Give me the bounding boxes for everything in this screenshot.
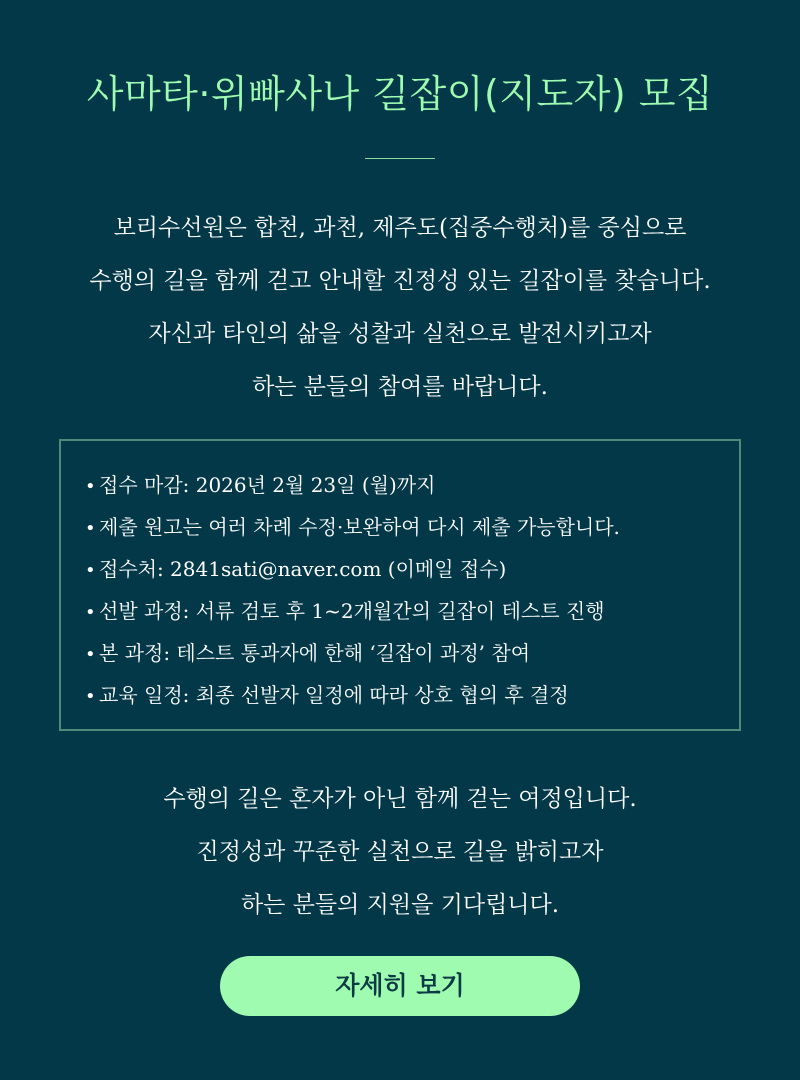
intro-line: 수행의 길을 함께 걷고 안내할 진정성 있는 길잡이를 찾습니다. bbox=[89, 268, 711, 294]
bullet-icon: • bbox=[85, 602, 96, 623]
bullet-icon: • bbox=[85, 644, 96, 665]
info-item-schedule bbox=[85, 675, 739, 717]
info-box bbox=[59, 439, 741, 731]
info-item-text: 접수처: 2841sati@naver.com (이메일 접수) bbox=[99, 557, 507, 581]
bullet-icon: • bbox=[85, 560, 96, 581]
title-divider bbox=[365, 158, 435, 159]
info-item-deadline bbox=[85, 465, 739, 507]
info-item-main-course bbox=[85, 633, 739, 675]
intro-line: 보리수선원은 합천, 과천, 제주도(집중수행처)를 중심으로 bbox=[113, 215, 687, 241]
closing-line: 수행의 길은 혼자가 아닌 함께 걷는 여정입니다. bbox=[163, 786, 637, 812]
bullet-icon: • bbox=[85, 518, 96, 539]
view-details-button[interactable]: 자세히 보기 bbox=[220, 956, 580, 1016]
closing-text bbox=[0, 773, 800, 932]
bullet-icon: • bbox=[85, 476, 96, 497]
bullet-icon: • bbox=[85, 686, 96, 707]
info-item-selection bbox=[85, 591, 739, 633]
info-item-text: 제출 원고는 여러 차례 수정·보완하여 다시 제출 가능합니다. bbox=[99, 515, 620, 539]
info-item-text: 선발 과정: 서류 검토 후 1~2개월간의 길잡이 테스트 진행 bbox=[99, 599, 605, 623]
info-item-resubmission bbox=[85, 507, 739, 549]
info-item-contact bbox=[85, 549, 739, 591]
info-list bbox=[85, 465, 739, 717]
info-item-text: 교육 일정: 최종 선발자 일정에 따라 상호 협의 후 결정 bbox=[99, 683, 569, 707]
info-item-text: 접수 마감: 2026년 2월 23일 (월)까지 bbox=[99, 473, 436, 497]
page-title: 사마타·위빠사나 길잡이(지도자) 모집 bbox=[86, 72, 714, 116]
closing-line: 하는 분들의 지원을 기다립니다. bbox=[240, 892, 560, 918]
info-item-text: 본 과정: 테스트 통과자에 한해 ‘길잡이 과정’ 참여 bbox=[99, 641, 531, 665]
intro-line: 자신과 타인의 삶을 성찰과 실천으로 발전시키고자 bbox=[148, 321, 652, 347]
intro-line: 하는 분들의 참여를 바랍니다. bbox=[252, 374, 548, 400]
closing-line: 진정성과 꾸준한 실천으로 길을 밝히고자 bbox=[196, 839, 604, 865]
intro-text bbox=[0, 202, 800, 414]
